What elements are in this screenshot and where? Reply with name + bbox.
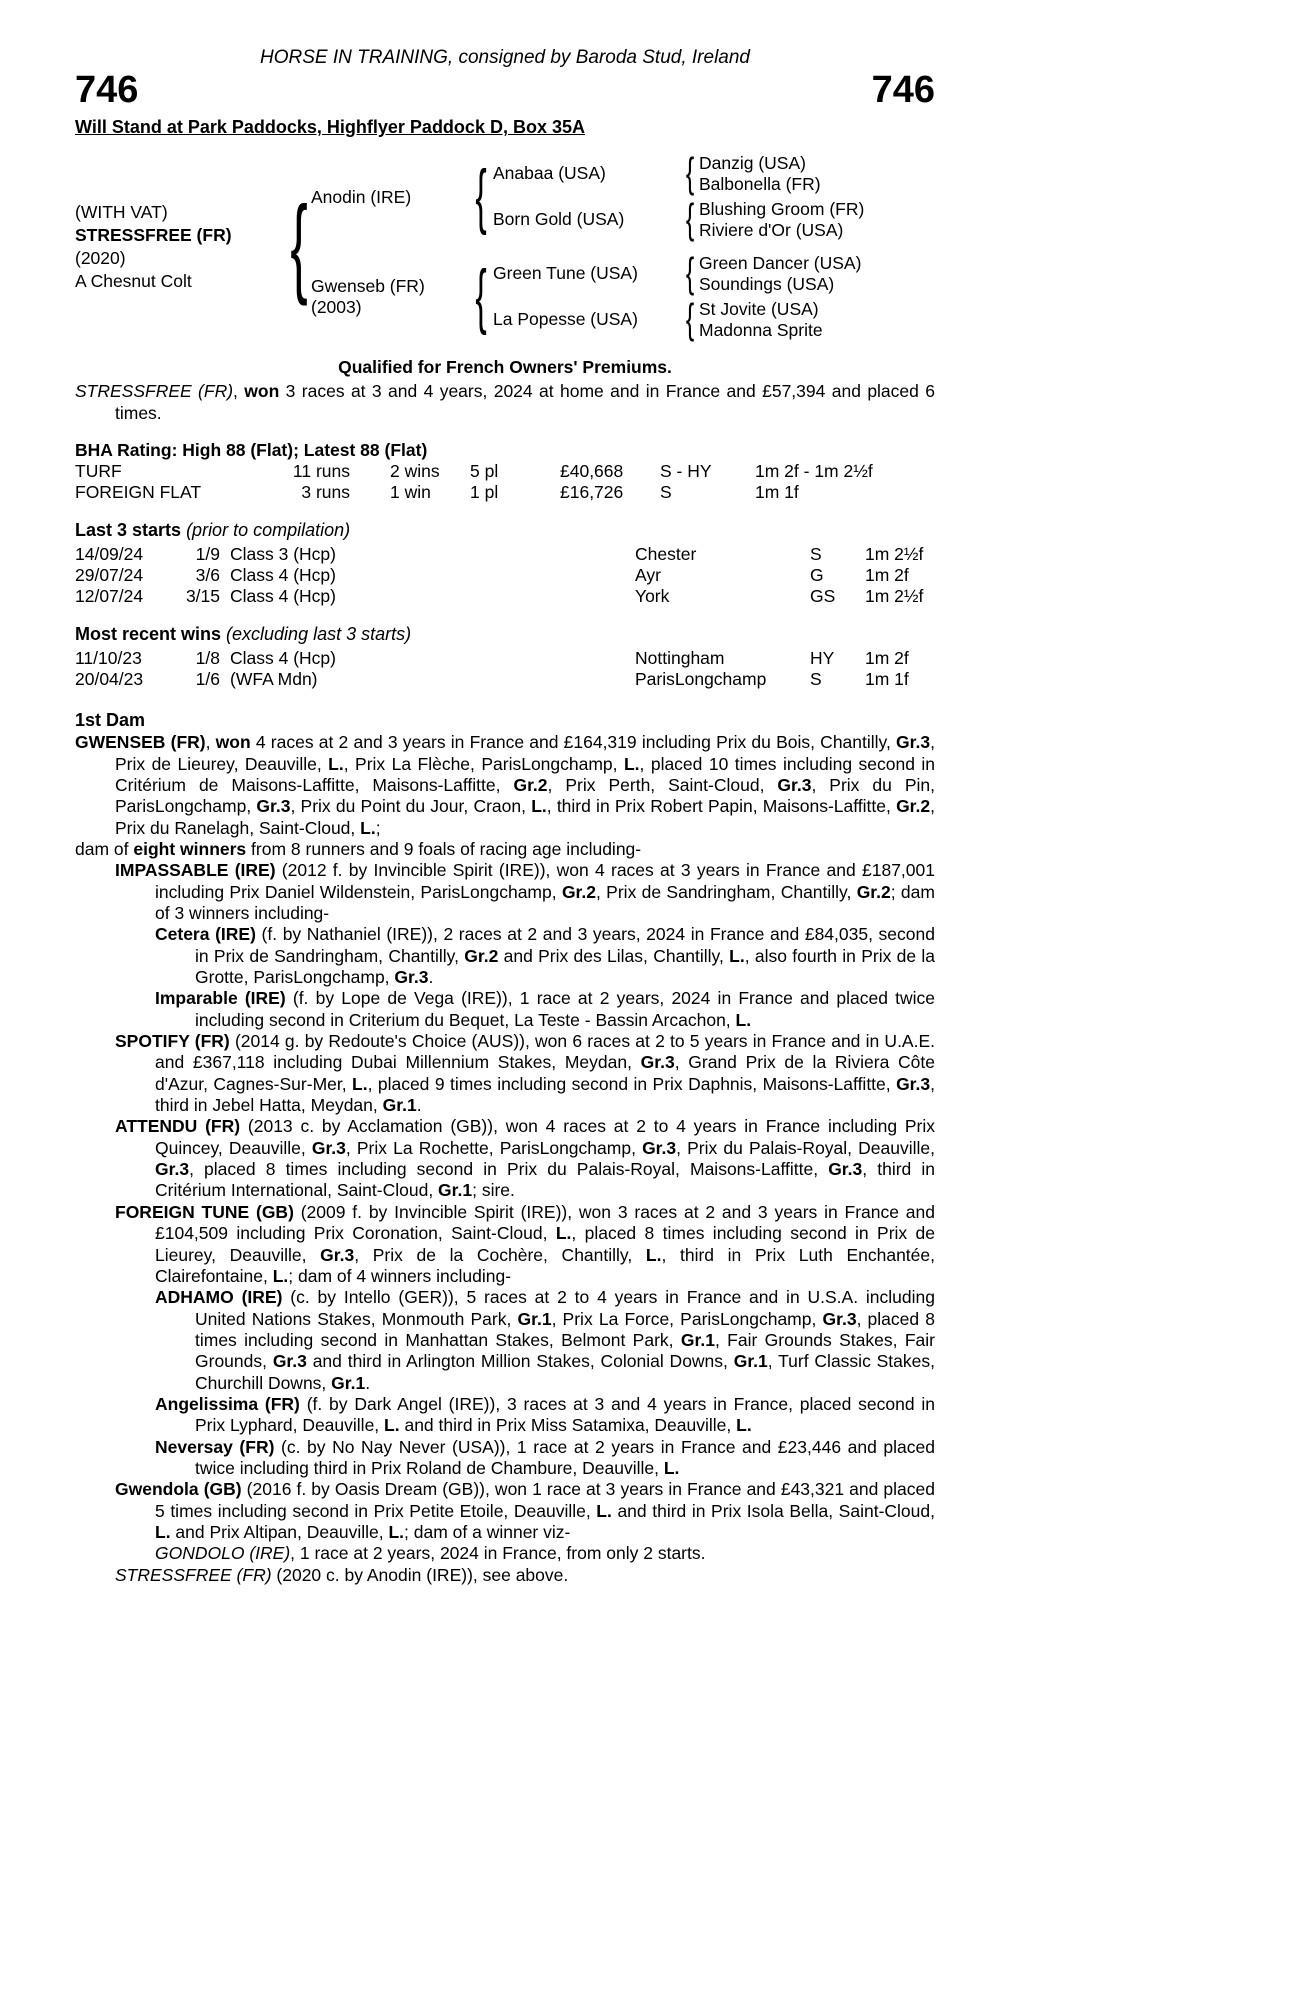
text-segment: , third in Prix Luth Enchantée, Clairefontaine, — [155, 1244, 935, 1286]
pedigree-brace-icon: { — [685, 196, 695, 243]
going-cell: S - HY — [660, 461, 712, 482]
table-row — [75, 669, 935, 690]
great-grandparent-name: Danzig (USA) — [699, 153, 806, 174]
heading-bold-text: Most recent wins — [75, 624, 222, 645]
text-segment: , placed 9 times including second in Prix Daphnis, Maisons-Laffitte, — [367, 1073, 897, 1094]
text-segment: Gr.3 — [155, 1159, 190, 1180]
going-cell: HY — [810, 648, 835, 669]
lot-number-row — [75, 71, 935, 111]
cls-cell: Class 4 (Hcp) — [230, 565, 336, 586]
going-cell: S — [810, 544, 822, 565]
great-grandparents — [699, 253, 861, 295]
text-segment: , Prix de Lieurey, Deauville, — [115, 732, 935, 774]
text-segment: ATTENDU (FR) — [115, 1116, 241, 1137]
pos-cell: 1/8 — [195, 648, 220, 669]
great-grandparent-name: St Jovite (USA) — [699, 299, 819, 320]
pedigree-table — [75, 147, 935, 347]
text-segment: Gr.3 — [256, 796, 291, 817]
pedigree-paragraph — [75, 732, 935, 839]
text-segment: , placed 8 times including second in Manhattan Stakes, Belmont Park, — [195, 1308, 935, 1350]
text-segment: , Fair Grounds Stakes, Fair Grounds, — [195, 1329, 935, 1372]
text-segment: (2016 f. by Oasis Dream (GB)), won 1 race at 3 years in France and £43,321 and placed 5 times including second in Prix Petite Etoile, Deauville, — [155, 1479, 936, 1521]
pedigree-paragraph — [75, 988, 935, 1031]
text-segment: GWENSEB (FR) — [75, 732, 206, 753]
dist-cell: 1m 2f - 1m 2½f — [755, 461, 873, 482]
cls-cell: Class 4 (Hcp) — [230, 586, 336, 607]
text-segment: , Prix du Point du Jour, Craon, — [290, 796, 532, 817]
text-segment: Gr.3 — [394, 967, 429, 988]
horse-details — [75, 201, 287, 293]
wins-cell: 1 win — [390, 482, 431, 503]
pedigree-paragraph — [75, 1031, 935, 1116]
text-segment: , Prix La Force, ParisLongchamp, — [551, 1308, 823, 1329]
text-segment: , Prix Perth, Saint-Cloud, — [547, 774, 778, 795]
pedigree-paragraph — [75, 1479, 935, 1543]
table-row — [75, 565, 935, 586]
text-segment: (f. by Dark Angel (IRE)), 3 races at 3 and 4 years in France, placed second in Prix Lyphard, Deauville, — [195, 1393, 935, 1436]
pedigree-paragraph — [75, 924, 935, 988]
surface-cell: FOREIGN FLAT — [75, 482, 202, 503]
pos-cell: 1/9 — [195, 544, 220, 565]
date-cell: 11/10/23 — [75, 648, 142, 669]
cls-cell: Class 3 (Hcp) — [230, 544, 336, 565]
consignor-line: HORSE IN TRAINING, consigned by Baroda Stud, Ireland — [260, 47, 750, 68]
text-segment: , Turf Classic Stakes, Churchill Downs, — [195, 1351, 935, 1393]
date-cell: 20/04/23 — [75, 669, 144, 690]
text-segment: L. — [596, 1500, 612, 1521]
text-segment: dam of — [75, 838, 134, 859]
text-segment: , third in Prix Robert Papin, Maisons-Laffitte, — [546, 796, 897, 817]
text-segment: 4 races at 2 and 3 years in France and £164,319 including Prix du Bois, Chantilly, — [250, 732, 897, 753]
text-segment: , 1 race at 2 years, 2024 in France, from only 2 starts. — [290, 1543, 706, 1564]
pos-cell: 1/6 — [195, 669, 220, 690]
great-grandparent-name: Madonna Sprite — [699, 320, 823, 341]
text-segment: Gr.3 — [822, 1308, 857, 1329]
text-segment: (c. by No Nay Never (USA)), 1 race at 2 years in France and £23,446 and placed twice including third in Prix Roland de Chambure, Deauville, — [195, 1436, 935, 1478]
text-segment: Gr.3 — [272, 1351, 307, 1372]
page-content — [75, 46, 935, 1586]
pedigree-paragraph — [75, 1202, 935, 1287]
money-cell: £40,668 — [560, 461, 624, 482]
pedigree-paragraph — [75, 1543, 935, 1564]
grandparent-branch — [493, 196, 865, 243]
text-segment: won — [215, 732, 251, 753]
great-grandparent-name: Riviere d'Or (USA) — [699, 220, 844, 241]
text-segment: Gr.1 — [438, 1180, 473, 1201]
text-segment: and third in Prix Miss Satamixa, Deauville, — [399, 1415, 737, 1436]
horse-year: (2020) — [75, 248, 126, 269]
heading-italic-text: (prior to compilation) — [181, 520, 351, 541]
pl-cell: 1 pl — [470, 482, 499, 503]
grandparent-name: Green Tune (USA) — [493, 263, 638, 284]
venue-cell: Ayr — [635, 565, 661, 586]
text-segment: , Prix de Sandringham, Chantilly, — [596, 881, 857, 902]
text-segment: 3 races at 3 and 4 years, 2024 at home and in France and £57,394 and placed 6 times. — [115, 381, 935, 423]
great-grandparent-name: Soundings (USA) — [699, 274, 835, 295]
money-cell: £16,726 — [560, 482, 624, 503]
dam-year-text: (2003) — [311, 297, 362, 318]
text-segment: Gr.2 — [464, 945, 499, 966]
grandparent-name: Anabaa (USA) — [493, 163, 606, 184]
date-cell: 29/07/24 — [75, 565, 144, 586]
runs-cell: 3 runs — [301, 482, 350, 503]
sire-branch — [311, 151, 864, 243]
venue-cell: York — [635, 586, 670, 607]
text-segment: L. — [328, 753, 344, 774]
text-segment: , Prix de la Cochère, Chantilly, — [354, 1244, 646, 1265]
text-segment: , — [233, 381, 245, 402]
great-grandparent-name: Green Dancer (USA) — [699, 253, 862, 274]
text-segment: Gr.1 — [733, 1351, 768, 1372]
pedigree-paragraph — [75, 860, 935, 924]
going-cell: S — [810, 669, 822, 690]
surface-stats-table — [75, 461, 935, 503]
text-segment: , Prix du Palais-Royal, Deauville, — [676, 1137, 935, 1158]
text-segment: Gr.1 — [517, 1308, 552, 1329]
text-segment: Gr.2 — [856, 881, 891, 902]
text-segment: L. — [388, 1521, 405, 1542]
grandparent-branch — [493, 296, 861, 343]
text-segment: and third in Arlington Million Stakes, Colonial Downs, — [306, 1351, 734, 1372]
text-segment: ; dam of a winner viz- — [404, 1521, 571, 1542]
text-segment: Gr.2 — [896, 796, 931, 817]
text-segment: . — [416, 1095, 422, 1116]
venue-cell: Chester — [635, 544, 697, 565]
recent-wins-heading — [75, 624, 935, 646]
text-segment: Gwendola (GB) — [115, 1479, 242, 1500]
dist-cell: 1m 2½f — [865, 586, 924, 607]
lot-number-left: 746 — [75, 69, 139, 112]
text-segment: L. — [555, 1223, 572, 1244]
text-segment: and Prix Altipan, Deauville, — [170, 1521, 389, 1542]
pedigree-brace-icon: { — [685, 250, 695, 297]
text-segment: and third in Prix Isola Bella, Saint-Cloud, — [611, 1500, 935, 1521]
going-cell: G — [810, 565, 824, 586]
cls-cell: (WFA Mdn) — [230, 669, 318, 690]
pedigree-paragraph — [75, 1394, 935, 1437]
text-segment: (f. by Nathaniel (IRE)), 2 races at 2 and 3 years, 2024 in France and £84,035, second in Prix de Sandringham, Chantilly, — [195, 924, 935, 966]
text-segment: ; — [375, 817, 381, 838]
text-segment: L. — [645, 1244, 662, 1265]
parents-column — [311, 147, 864, 347]
text-segment: Gr.3 — [777, 774, 812, 795]
text-segment: , also fourth in Prix de la Grotte, ParisLongchamp, — [195, 945, 935, 988]
pedigree-brace-icon: { — [290, 186, 308, 308]
text-segment: won — [244, 381, 280, 402]
text-segment: SPOTIFY (FR) — [115, 1031, 230, 1052]
text-segment: , placed 10 times including second in Critérium de Maisons-Laffitte, Maisons-Laffitte, — [115, 753, 935, 795]
pl-cell: 5 pl — [470, 461, 499, 482]
text-segment: , third in Jebel Hatta, Meydan, — [155, 1073, 935, 1116]
grandparent-branch — [493, 250, 862, 297]
surface-cell: TURF — [75, 461, 122, 482]
text-segment: Gr.3 — [896, 1073, 931, 1094]
text-segment: Gr.3 — [642, 1137, 677, 1158]
great-grandparent-name: Balbonella (FR) — [699, 174, 821, 195]
text-segment: Cetera (IRE) — [155, 924, 256, 945]
text-segment: (2012 f. by Invincible Spirit (IRE)), won 4 races at 3 years in France and £187,001 including Prix Daniel Wildenstein, ParisLongchamp, — [155, 860, 935, 902]
pos-cell: 3/6 — [195, 565, 220, 586]
text-segment: Imparable (IRE) — [155, 988, 286, 1009]
text-segment: , Prix du Ranelagh, Saint-Cloud, — [115, 796, 935, 838]
pedigree-paragraph — [75, 1565, 935, 1586]
table-row — [75, 586, 935, 607]
text-segment: L. — [729, 945, 745, 966]
text-segment: Gr.1 — [331, 1372, 366, 1393]
text-segment: (c. by Intello (GER)), 5 races at 2 to 4 years in France and in U.S.A. including United Nations Stakes, Monmouth Park, — [195, 1287, 935, 1329]
vat-note: (WITH VAT) — [75, 202, 168, 223]
pedigree-brace-icon: { — [475, 157, 487, 237]
dist-cell: 1m 2½f — [865, 544, 924, 565]
text-segment: Angelissima (FR) — [155, 1393, 300, 1414]
great-grandparents — [699, 299, 823, 341]
text-segment: Gr.3 — [311, 1137, 346, 1158]
text-segment: L. — [384, 1415, 400, 1436]
table-row — [75, 544, 935, 565]
text-segment: , placed 8 times including second in Prix de Lieurey, Deauville, — [155, 1223, 935, 1265]
text-segment: L. — [736, 1415, 752, 1436]
lot-number-right: 746 — [871, 69, 935, 112]
first-dam-section — [75, 732, 935, 1586]
venue-cell: Nottingham — [635, 648, 725, 669]
wins-cell: 2 wins — [390, 461, 440, 482]
text-segment: , Grand Prix de la Riviera Côte d'Azur, Cagnes-Sur-Mer, — [155, 1052, 935, 1094]
text-segment: Gr.2 — [513, 774, 548, 795]
text-segment: , Prix La Rochette, ParisLongchamp, — [345, 1137, 643, 1158]
pedigree-brace-icon: { — [685, 150, 695, 197]
text-segment: from 8 runners and 9 foals of racing age including- — [246, 838, 642, 859]
text-segment: L. — [272, 1265, 289, 1286]
pedigree-paragraph — [75, 839, 935, 860]
text-segment: Gr.1 — [680, 1329, 715, 1350]
text-segment: Gr.1 — [382, 1095, 417, 1116]
text-segment: ADHAMO (IRE) — [155, 1287, 283, 1308]
last-3-starts-heading — [75, 520, 935, 542]
text-segment: L. — [531, 796, 547, 817]
text-segment: FOREIGN TUNE (GB) — [115, 1201, 294, 1222]
horse-name: STRESSFREE (FR) — [75, 225, 232, 246]
going-cell: S — [660, 482, 672, 503]
dist-cell: 1m 1f — [865, 669, 909, 690]
text-segment: (2020 c. by Anodin (IRE)), see above. — [271, 1564, 569, 1585]
text-segment: L. — [155, 1521, 171, 1542]
grandparent-branch — [493, 150, 864, 197]
text-segment: , third in Critérium International, Saint-Cloud, — [155, 1159, 936, 1201]
sire-name — [311, 187, 469, 208]
great-grandparents — [699, 199, 864, 241]
last-3-starts-table — [75, 544, 935, 607]
text-segment: STRESSFREE (FR) — [75, 381, 234, 402]
text-segment: . — [428, 967, 434, 988]
text-segment: ; dam of 4 winners including- — [288, 1265, 512, 1286]
text-segment: . — [365, 1372, 371, 1393]
text-segment: L. — [623, 753, 640, 774]
table-row — [75, 648, 935, 669]
bha-rating-line: BHA Rating: High 88 (Flat); Latest 88 (Flat) — [75, 440, 428, 461]
table-row — [75, 461, 935, 482]
dist-cell: 1m 2f — [865, 565, 909, 586]
date-cell: 14/09/24 — [75, 544, 144, 565]
text-segment: , — [205, 732, 216, 753]
first-dam-heading: 1st Dam — [75, 710, 146, 731]
text-segment: STRESSFREE (FR) — [115, 1564, 272, 1585]
text-segment: Gr.3 — [320, 1244, 355, 1265]
text-segment: Gr.2 — [561, 881, 596, 902]
text-segment: L. — [352, 1073, 368, 1094]
heading-bold-text: Last 3 starts — [75, 520, 182, 541]
text-segment: L. — [735, 1009, 752, 1030]
pos-cell: 3/15 — [185, 586, 220, 607]
dam-name-text: Gwenseb (FR) — [311, 276, 425, 297]
text-segment: L. — [663, 1457, 680, 1478]
text-segment: ; dam of 3 winners including- — [155, 881, 935, 923]
text-segment: Gr.3 — [896, 732, 931, 753]
runs-cell: 11 runs — [292, 461, 350, 482]
text-segment: , placed 8 times including second in Prix du Palais-Royal, Maisons-Laffitte, — [189, 1159, 829, 1180]
race-record-summary — [75, 381, 935, 424]
pedigree-brace-icon: { — [685, 296, 695, 343]
text-segment: , Prix La Flèche, ParisLongchamp, — [343, 753, 624, 774]
text-segment: Gr.3 — [828, 1159, 863, 1180]
pedigree-brace-icon: { — [475, 257, 487, 337]
text-segment: , Prix du Pin, ParisLongchamp, — [115, 774, 935, 817]
stand-location-line: Will Stand at Park Paddocks, Highflyer Paddock D, Box 35A — [75, 117, 585, 138]
text-segment: and Prix des Lilas, Chantilly, — [498, 945, 730, 966]
grandparent-name: Born Gold (USA) — [493, 209, 625, 230]
recent-wins-table — [75, 648, 935, 690]
text-segment: ; sire. — [472, 1180, 515, 1201]
heading-italic-text: (excluding last 3 starts) — [221, 624, 412, 645]
sire-name-text: Anodin (IRE) — [311, 186, 412, 207]
going-cell: GS — [810, 586, 836, 607]
pedigree-paragraph — [75, 1116, 935, 1201]
pedigree-paragraph — [75, 1437, 935, 1480]
dist-cell: 1m 2f — [865, 648, 909, 669]
dam-name — [311, 276, 469, 318]
great-grandparent-name: Blushing Groom (FR) — [699, 199, 865, 220]
cls-cell: Class 4 (Hcp) — [230, 648, 336, 669]
horse-description: A Chesnut Colt — [75, 271, 192, 292]
date-cell: 12/07/24 — [75, 586, 144, 607]
premiums-note: Qualified for French Owners' Premiums. — [338, 357, 672, 378]
great-grandparents — [699, 153, 821, 195]
text-segment: Gr.3 — [640, 1052, 675, 1073]
text-segment: L. — [360, 817, 376, 838]
dam-grandparents — [493, 251, 861, 343]
text-segment: (2013 c. by Acclamation (GB)), won 4 races at 2 to 4 years in France including Prix Quincey, Deauville, — [155, 1116, 935, 1158]
text-segment: IMPASSABLE (IRE) — [115, 860, 276, 881]
text-segment: (2014 g. by Redoute's Choice (AUS)), won 6 races at 2 to 5 years in France and in U.A.E. and £367,118 including Dubai Millennium Stakes, Meydan, — [155, 1031, 935, 1073]
pedigree-paragraph — [75, 1287, 935, 1394]
venue-cell: ParisLongchamp — [635, 669, 767, 690]
text-segment: Neversay (FR) — [155, 1436, 275, 1457]
text-segment: (f. by Lope de Vega (IRE)), 1 race at 2 years, 2024 in France and placed twice including second in Criterium du Bequet, La Teste - Bassin Arcachon, — [195, 988, 935, 1030]
sire-grandparents — [493, 151, 864, 243]
dam-branch — [311, 251, 864, 343]
dist-cell: 1m 1f — [755, 482, 799, 503]
text-segment: GONDOLO (IRE) — [155, 1543, 291, 1564]
text-segment: (2009 f. by Invincible Spirit (IRE)), won 3 races at 2 and 3 years in France and £104,509 including Prix Coronation, Saint-Cloud, — [155, 1201, 935, 1244]
grandparent-name: La Popesse (USA) — [493, 309, 638, 330]
table-row — [75, 482, 935, 503]
text-segment: eight winners — [133, 838, 247, 859]
